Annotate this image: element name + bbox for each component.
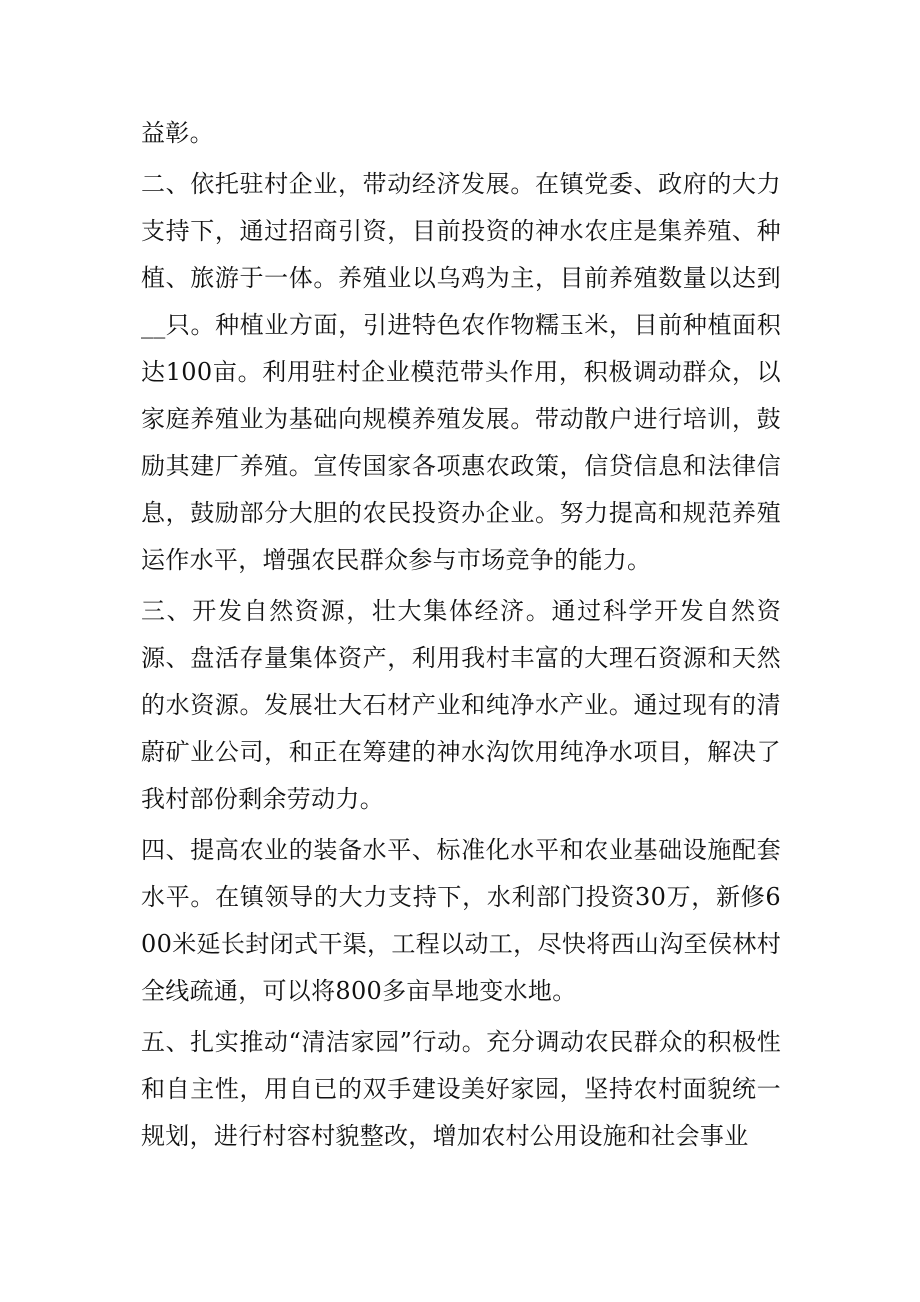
paragraph-continuation: 益彰。 [141, 119, 214, 147]
paragraph-section-5: 五、扎实推动“清洁家园”行动。充分调动农民群众的积极性和自主性，用自已的双手建设美好家园，坚持农村面貌统一规划，进行村容村貌整改，增加农村公用设施和社会事业 [141, 1028, 781, 1150]
document-body [141, 110, 781, 1160]
paragraph-section-2: 二、依托驻村企业，带动经济发展。在镇党委、政府的大力支持下，通过招商引资，目前投资的神水农庄是集养殖、种植、旅游于一体。养殖业以乌鸡为主，目前养殖数量以达到__只。种植业方面，引进特色农作物糯玉米，目前种植面积达100亩。利用驻村企业模范带头作用，积极调动群众，以家庭养殖业为基础向规模养殖发展。带动散户进行培训，鼓励其建厂养殖。宣传国家各项惠农政策，信贷信息和法律信息，鼓励部分大胆的农民投资办企业。努力提高和规范养殖运作水平，增强农民群众参与市场竞争的能力。 [141, 170, 781, 574]
paragraph-section-4: 四、提高农业的装备水平、标准化水平和农业基础设施配套水平。在镇领导的大力支持下，水利部门投资30万，新修600米延长封闭式干渠，工程以动工，尽快将西山沟至侯林村全线疏通，可以将800多亩旱地变水地。 [141, 836, 781, 1005]
paragraph-section-3: 三、开发自然资源，壮大集体经济。通过科学开发自然资源、盘活存量集体资产，利用我村丰富的大理石资源和天然的水资源。发展壮大石材产业和纯净水产业。通过现有的清蔚矿业公司，和正在筹建的神水沟饮用纯净水项目，解决了我村部份剩余劳动力。 [141, 597, 781, 813]
